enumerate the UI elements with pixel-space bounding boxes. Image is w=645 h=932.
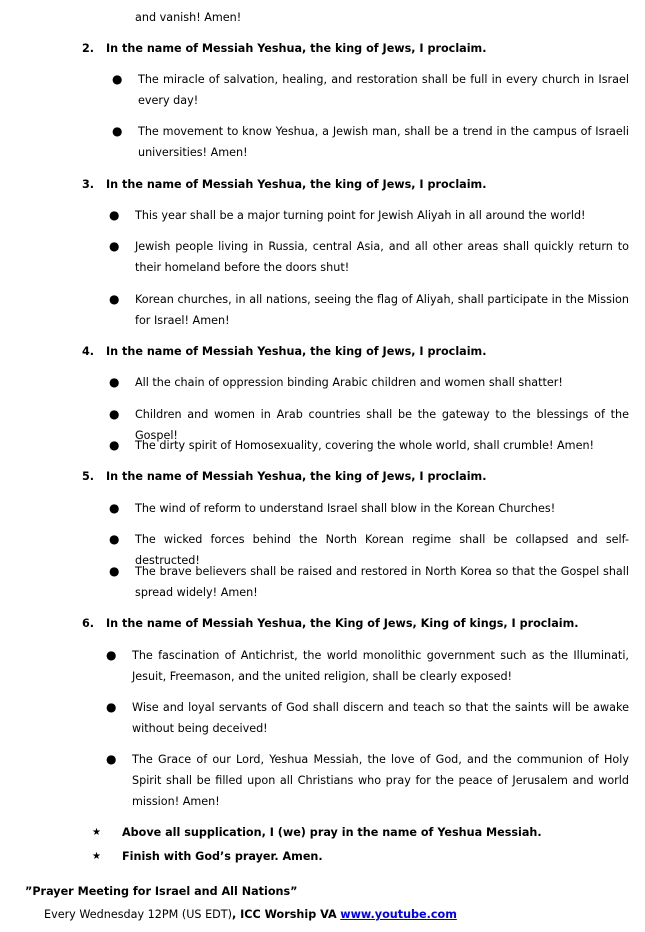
section-title: In the name of Messiah Yeshua, the king of Jews, I proclaim. bbox=[106, 470, 487, 483]
list-item-text: All the chain of oppression binding Arabic children and women shall shatter! bbox=[135, 376, 563, 389]
section-number: 4. bbox=[82, 345, 95, 358]
list-item-text: The wind of reform to understand Israel shall blow in the Korean Churches! bbox=[135, 502, 556, 515]
bullet-dot-icon: ● bbox=[109, 239, 120, 253]
section-number: 3. bbox=[82, 178, 95, 191]
bullet-dot-icon: ● bbox=[109, 438, 120, 452]
list-item-text: Korean churches, in all nations, seeing the flag of Aliyah, shall participate in the Mission for Israel! Amen! bbox=[135, 293, 629, 327]
list-item-text: The fascination of Antichrist, the world monolithic government such as the Illuminati, Jesuit, Freemason, and the united religion, shall be clearly exposed! bbox=[132, 649, 629, 683]
section-title: In the name of Messiah Yeshua, the king of Jews, I proclaim. bbox=[106, 345, 487, 358]
star-icon: ★ bbox=[92, 827, 101, 838]
bullet-dot-icon: ● bbox=[109, 532, 120, 546]
bullet-dot-icon: ● bbox=[109, 501, 120, 515]
closing-text: Finish with God’s prayer. Amen. bbox=[122, 850, 323, 863]
organizer-name: ICC Worship VA bbox=[240, 908, 337, 921]
section-title: In the name of Messiah Yeshua, the king of Jews, I proclaim. bbox=[106, 42, 487, 55]
list-item-text: The movement to know Yeshua, a Jewish man, shall be a trend in the campus of Israeli universities! Amen! bbox=[138, 125, 629, 159]
continuation-text: and vanish! Amen! bbox=[135, 11, 242, 24]
bullet-dot-icon: ● bbox=[109, 292, 120, 306]
bullet-dot-icon: ● bbox=[109, 208, 120, 222]
list-item-text: The dirty spirit of Homosexuality, covering the whole world, shall crumble! Amen! bbox=[135, 439, 595, 452]
star-icon: ★ bbox=[92, 851, 101, 862]
meeting-schedule: Every Wednesday 12PM (US EDT) bbox=[44, 908, 232, 921]
bullet-dot-icon: ● bbox=[112, 124, 123, 138]
closing-text: Above all supplication, I (we) pray in the name of Yeshua Messiah. bbox=[122, 826, 542, 839]
section-number: 2. bbox=[82, 42, 95, 55]
list-item-text: The wicked forces behind the North Korean regime shall be collapsed and self-destructed! bbox=[135, 533, 629, 567]
list-item-text: This year shall be a major turning point for Jewish Aliyah in all around the world! bbox=[135, 209, 586, 222]
footer-schedule-line bbox=[44, 904, 457, 925]
footer-separator: , bbox=[231, 908, 241, 921]
list-item-text: Jewish people living in Russia, central Asia, and all other areas shall quickly return to their homeland before the doors shut! bbox=[135, 240, 629, 274]
bullet-dot-icon: ● bbox=[106, 700, 117, 714]
list-item-text: The Grace of our Lord, Yeshua Messiah, the love of God, and the communion of Holy Spirit shall be filled upon all Christians who pray for the peace of Jerusalem and world mission! Amen! bbox=[132, 753, 629, 808]
list-item-text: The miracle of salvation, healing, and restoration shall be full in every church in Israel every day! bbox=[138, 73, 629, 107]
bullet-dot-icon: ● bbox=[109, 564, 120, 578]
list-item-text: Wise and loyal servants of God shall discern and teach so that the saints will be awake without being deceived! bbox=[132, 701, 629, 735]
section-number: 5. bbox=[82, 470, 95, 483]
bullet-dot-icon: ● bbox=[112, 72, 123, 86]
bullet-dot-icon: ● bbox=[106, 752, 117, 766]
section-title: In the name of Messiah Yeshua, the king of Jews, I proclaim. bbox=[106, 178, 487, 191]
footer-title: ”Prayer Meeting for Israel and All Nations” bbox=[25, 885, 298, 898]
section-number: 6. bbox=[82, 617, 95, 630]
list-item-text: The brave believers shall be raised and restored in North Korea so that the Gospel shall spread widely! Amen! bbox=[135, 565, 629, 599]
list-item-text: Children and women in Arab countries shall be the gateway to the blessings of the Gospel! bbox=[135, 408, 629, 442]
bullet-dot-icon: ● bbox=[106, 648, 117, 662]
bullet-dot-icon: ● bbox=[109, 407, 120, 421]
section-title: In the name of Messiah Yeshua, the King of Jews, King of kings, I proclaim. bbox=[106, 617, 579, 630]
youtube-link[interactable]: www.youtube.com bbox=[340, 908, 457, 921]
bullet-dot-icon: ● bbox=[109, 375, 120, 389]
